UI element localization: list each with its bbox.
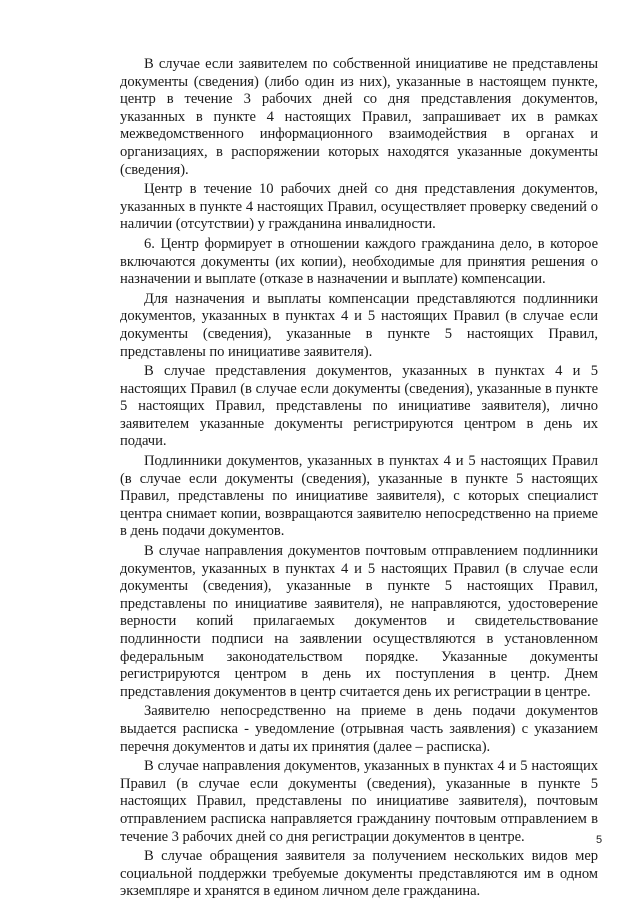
paragraph: В случае представления документов, указанных в пунктах 4 и 5 настоящих Правил (в случае если документы (сведения), указанные в пункте 5 настоящих Правил, представлены по инициативе заявителя), лично заявителем указанные документы регистрируются центром в день их подачи.: [120, 363, 598, 450]
paragraph: Центр в течение 10 рабочих дней со дня представления документов, указанных в пункте 4 настоящих Правил, осуществляет проверку сведений о наличии (отсутствии) у гражданина инвалидности.: [120, 181, 598, 233]
paragraph: В случае направления документов, указанных в пунктах 4 и 5 настоящих Правил (в случае если документы (сведения), указанные в пункте 5 настоящих Правил, представлены по инициативе заявителя), почтовым отправлением расписка направляется гражданину почтовым отправлением в течение 3 рабочих дней со дня регистрации документов в центре.: [120, 758, 598, 845]
paragraph: Заявителю непосредственно на приеме в день подачи документов выдается расписка - уведомление (отрывная часть заявления) с указанием перечня документов и даты их принятия (далее – расписка).: [120, 703, 598, 755]
document-body: [120, 56, 598, 903]
paragraph: В случае если заявителем по собственной инициативе не представлены документы (сведения) (либо один из них), указанные в настоящем пункте, центр в течение 3 рабочих дней со дня представления документов, указанных в пункте 4 настоящих Правил, запрашивает их в рамках межведомственного информационного взаимодействия в органах и организациях, в распоряжении которых находятся указанные документы (сведения).: [120, 56, 598, 178]
paragraph: В случае обращения заявителя за получением нескольких видов мер социальной поддержки требуемые документы представляются им в одном экземпляре и хранятся в едином личном деле гражданина.: [120, 848, 598, 900]
paragraph: 6. Центр формирует в отношении каждого гражданина дело, в которое включаются документы (их копии), необходимые для принятия решения о назначении и выплате (отказе в назначении и выплате) компенсации.: [120, 235, 598, 288]
paragraph: Для назначения и выплаты компенсации представляются подлинники документов, указанных в пунктах 4 и 5 настоящих Правил (в случае если документы (сведения), указанные в пункте 5 настоящих Правил, представлены по инициативе заявителя).: [120, 290, 598, 360]
page-number: 5: [596, 834, 603, 846]
paragraph: В случае направления документов почтовым отправлением подлинники документов, указанных в пунктах 4 и 5 настоящих Правил (в случае если документы (сведения), указанные в пункте 5 настоящих Правил, представлены по инициативе заявителя), не направляются, удостоверение верности копий прилагаемых документов и свидетельствование подлинности подписи на заявлении осуществляются в установленном федеральным законодательством порядке. Указанные документы регистрируются центром в день их поступления в центр. Днем представления документов в центр считается день их регистрации в центре.: [120, 543, 598, 700]
paragraph: Подлинники документов, указанных в пунктах 4 и 5 настоящих Правил (в случае если документы (сведения), указанные в пункте 5 настоящих Правил, представлены по инициативе заявителя), с которых специалист центра снимает копии, возвращаются заявителю непосредственно на приеме в день подачи документов.: [120, 453, 598, 540]
